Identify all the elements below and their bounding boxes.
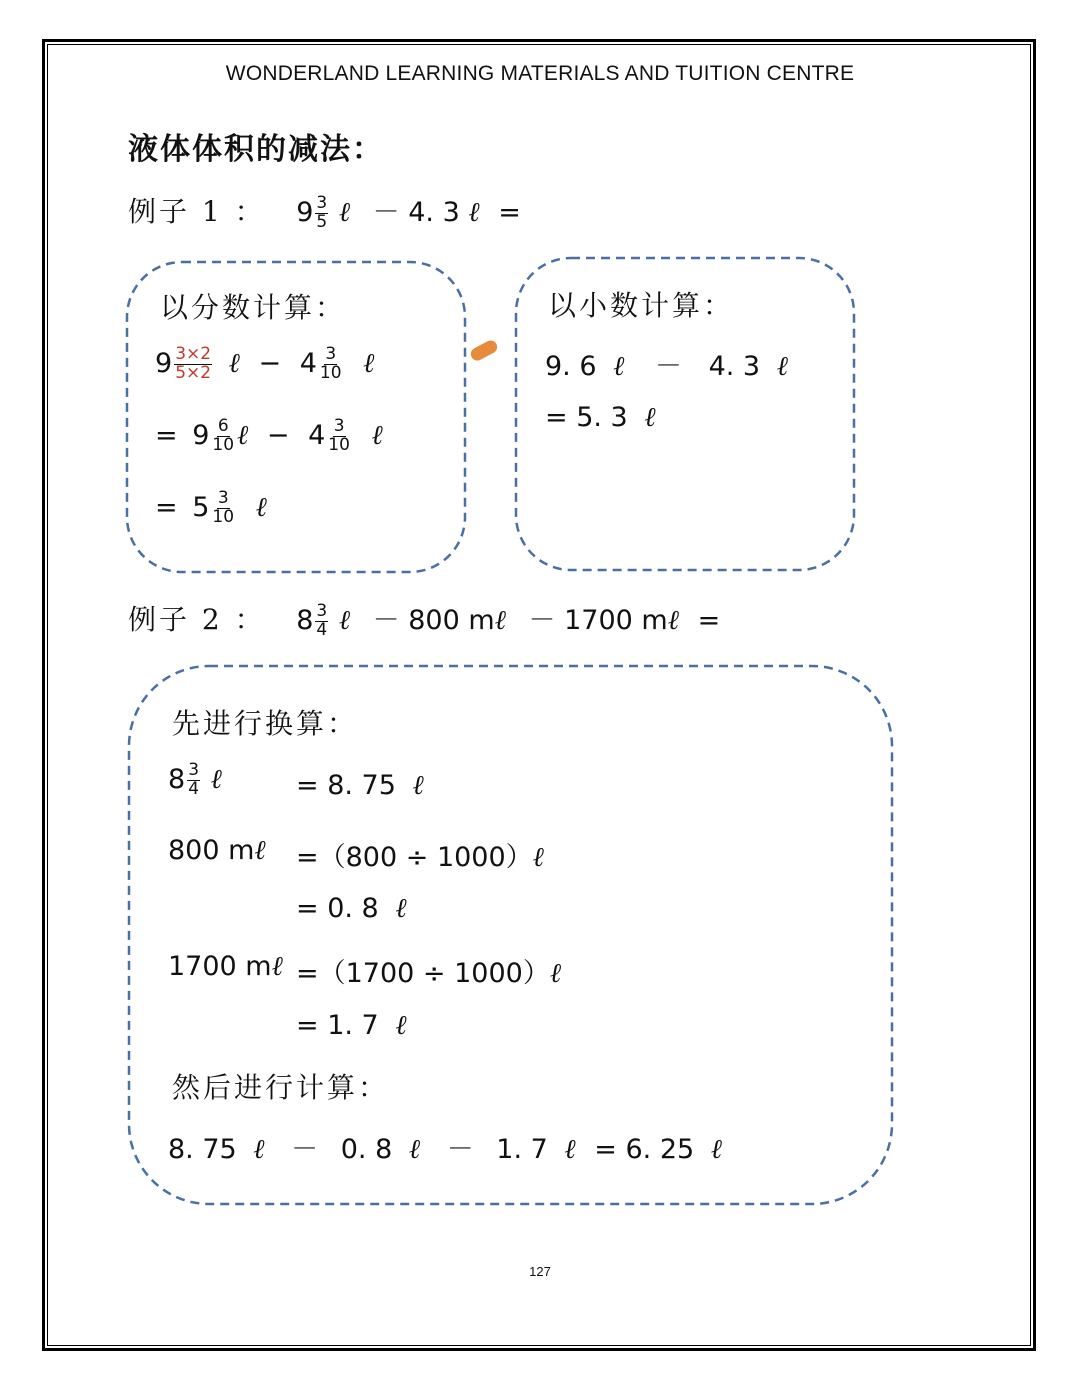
convert-row-2: 800 mℓ xyxy=(168,835,266,866)
then-calculate-heading: 然后进行计算： xyxy=(172,1071,390,1104)
conversion-box xyxy=(129,666,892,1204)
convert-row-2-rhs: =（800 ÷ 1000）ℓ xyxy=(296,842,544,873)
liter-symbol: ℓ xyxy=(468,197,480,228)
equals-sign: = xyxy=(498,197,521,228)
convert-row-1: 8 $\frac{3}{4}$ ℓ xyxy=(168,760,222,799)
page-header: WONDERLAND LEARNING MATERIALS AND TUITION CENTRE xyxy=(225,62,855,85)
page-number: 127 xyxy=(529,1264,551,1279)
page-title: 液体体积的减法： xyxy=(128,132,384,167)
convert-row-5: = 1. 7 ℓ xyxy=(296,1010,407,1041)
example2-line: 例子 2 ： 8 $\frac{3}{4}$ ℓ － 800 mℓ － 1700 mℓ = xyxy=(128,601,721,640)
example1-fraction: $\frac{3}{5}$ xyxy=(316,193,328,232)
convert-heading: 先进行换算： xyxy=(172,707,359,740)
fraction-line-1: 9 $\frac{3\times 2}{5\times 2}$ ℓ − 4 $\frac{3}{10}$ ℓ xyxy=(155,344,375,383)
example1-line xyxy=(128,190,521,232)
example2-fraction: $\frac{3}{4}$ xyxy=(316,601,328,640)
convert-row-4-rhs: =（1700 ÷ 1000）ℓ xyxy=(296,958,562,989)
final-calculation: 8. 75 ℓ － 0. 8 ℓ － 1. 7 ℓ = 6. 25 ℓ xyxy=(168,1134,723,1165)
decimal-box-heading: 以小数计算： xyxy=(548,289,735,322)
example1-whole: 9 xyxy=(296,197,314,228)
decimal-line-1: 9. 6 ℓ － 4. 3 ℓ xyxy=(545,351,788,382)
liter-symbol: ℓ xyxy=(338,197,351,228)
fraction-box-heading: 以分数计算： xyxy=(160,291,347,324)
fraction-line-3: = 5 $\frac{3}{10}$ ℓ xyxy=(155,488,267,527)
example2-label: 例子 2 ： xyxy=(128,603,266,636)
decimal-line-2: = 5. 3 ℓ xyxy=(545,402,656,433)
fraction-line-2: = 9 $\frac{6}{10}$ ℓ − 4 $\frac{3}{10}$ ℓ xyxy=(155,416,383,455)
convert-row-1-rhs: = 8. 75 ℓ xyxy=(296,770,424,801)
example1-subtrahend: － 4. 3 xyxy=(372,197,460,228)
convert-row-3: = 0. 8 ℓ xyxy=(296,893,407,924)
example1-label: 例子 1 ： xyxy=(128,195,266,228)
fraction-3x2-over-5x2: $\frac{3\times 2}{5\times 2}$ xyxy=(175,344,212,383)
convert-row-4: 1700 mℓ xyxy=(168,951,283,982)
